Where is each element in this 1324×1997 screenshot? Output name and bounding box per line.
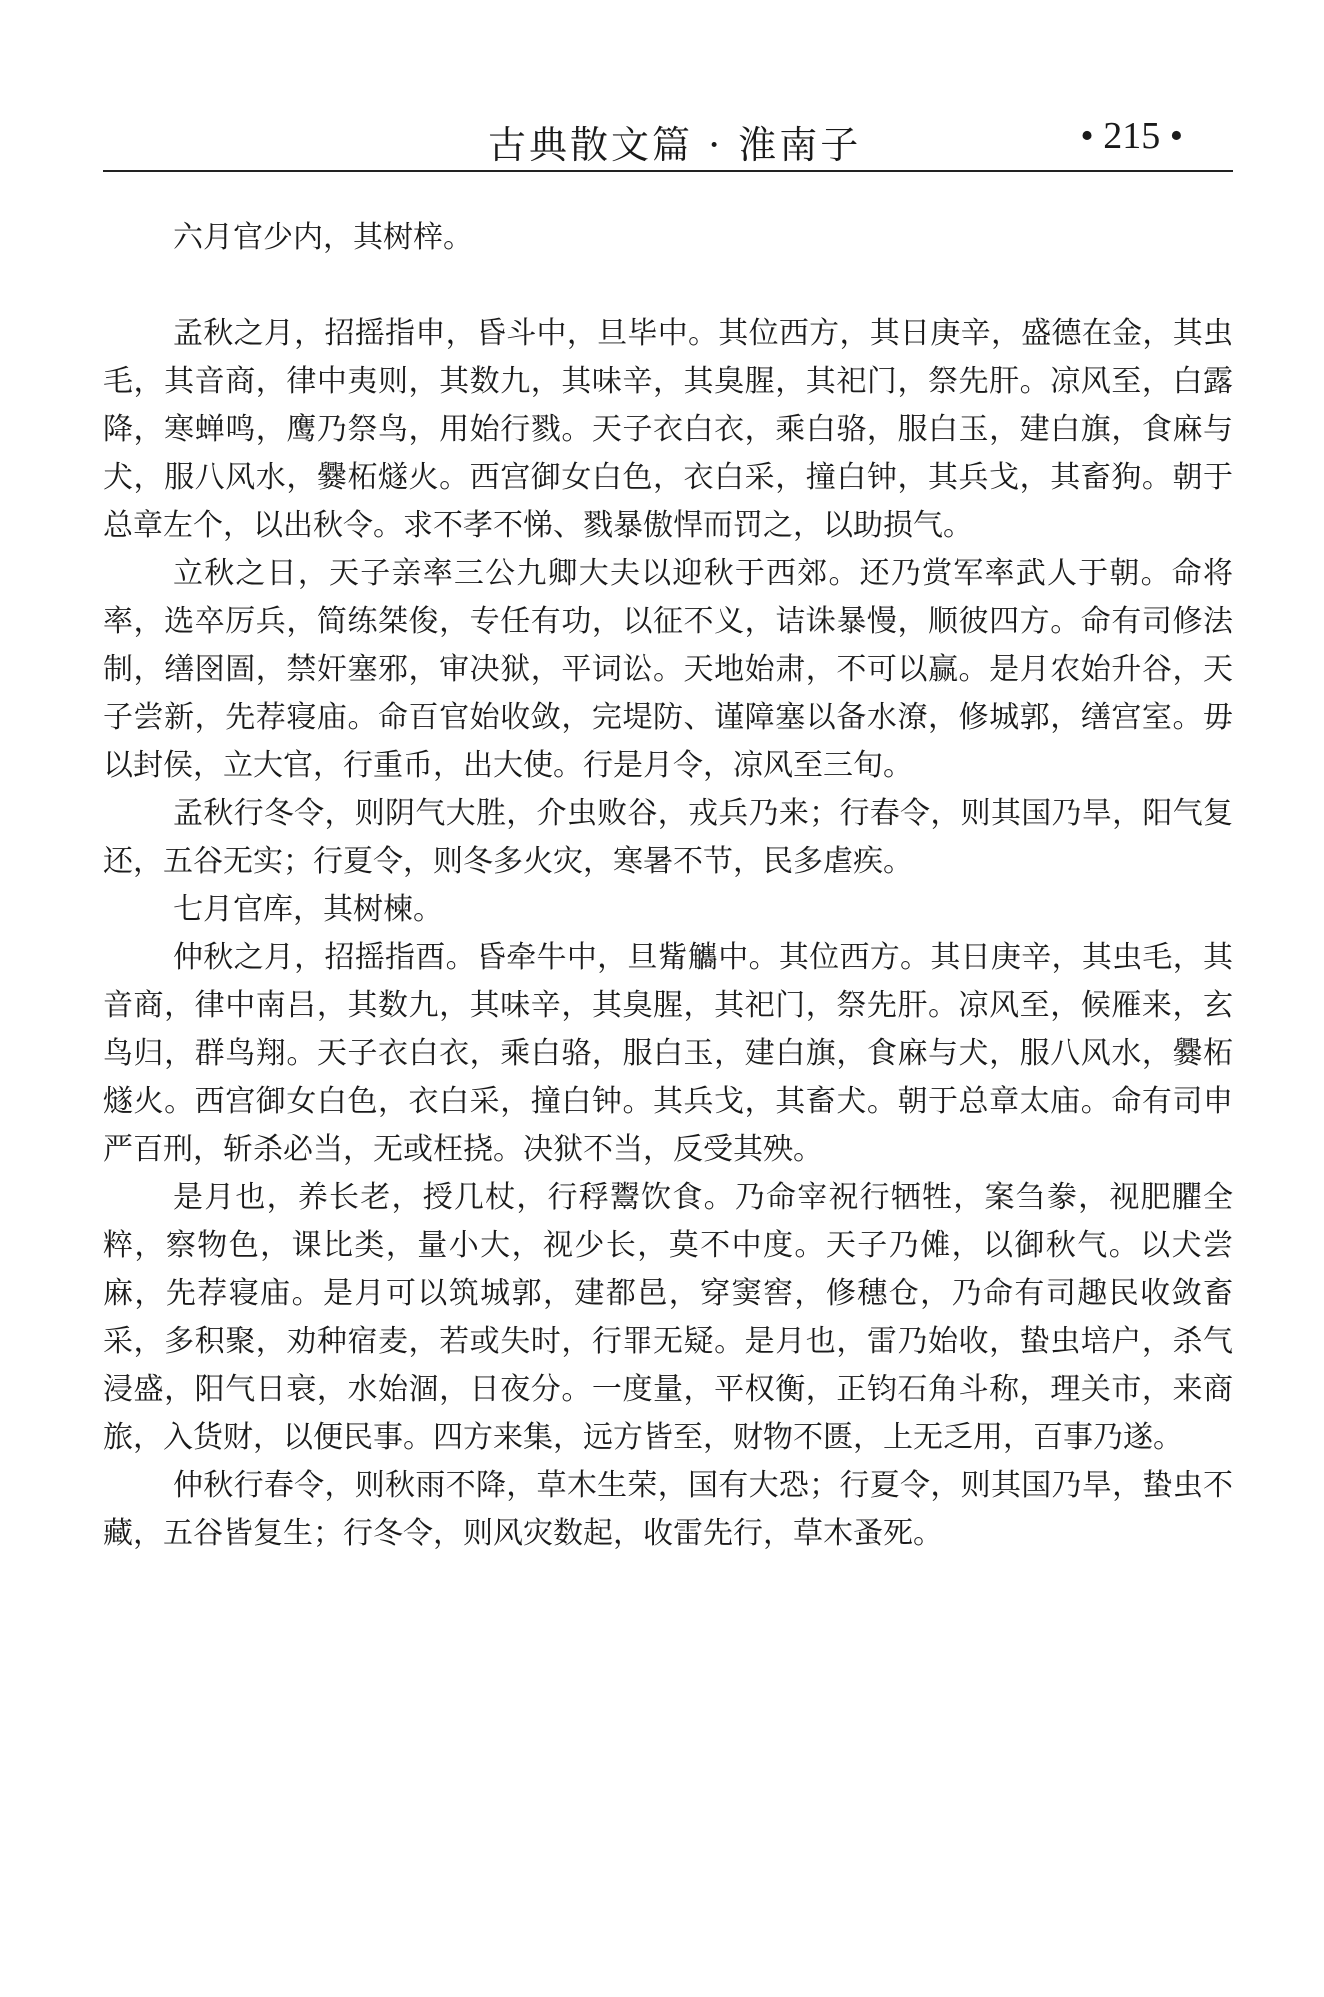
paragraph: 是月也，养长老，授几杖，行稃鬻饮食。乃命宰祝行牺牲，案刍豢，视肥臞全粹，察物色，课比类，量小大，视少长，莫不中度。天子乃傩，以御秋气。以犬尝麻，先荐寝庙。是月可以筑城郭，建都邑，穿窦窖，修穗仓，乃命有司趣民收敛畜采，多积聚，劝种宿麦，若或失时，行罪无疑。是月也，雷乃始收，蛰虫培户，杀气浸盛，阳气日衰，水始涸，日夜分。一度量，平权衡，正钧石角斗称，理关市，来商旅，入货财，以便民事。四方来集，远方皆至，财物不匮，上无乏用，百事乃遂。 xyxy=(103,1180,1233,1455)
body-text xyxy=(103,214,1233,1558)
paragraph: 孟秋行冬令，则阴气大胜，介虫败谷，戎兵乃来；行春令，则其国乃旱，阳气复还，五谷无实；行夏令，则冬多火灾，寒暑不节，民多虐疾。 xyxy=(103,796,1233,879)
paragraph: 六月官少内，其树梓。 xyxy=(173,220,473,255)
paragraph: 仲秋行春令，则秋雨不降，草木生荣，国有大恐；行夏令，则其国乃旱，蛰虫不藏，五谷皆复生；行冬令，则风灾数起，收雷先行，草木蚤死。 xyxy=(103,1468,1233,1551)
running-header xyxy=(103,108,1233,168)
header-rule xyxy=(103,170,1233,172)
paragraph: 孟秋之月，招摇指申，昏斗中，旦毕中。其位西方，其日庚辛，盛德在金，其虫毛，其音商，律中夷则，其数九，其味辛，其臭腥，其祀门，祭先肝。凉风至，白露降，寒蝉鸣，鹰乃祭鸟，用始行戮。天子衣白衣，乘白骆，服白玉，建白旗，食麻与犬，服八风水，爨柘燧火。西宫御女白色，衣白采，撞白钟，其兵戈，其畜狗。朝于总章左个，以出秋令。求不孝不悌、戮暴傲悍而罚之，以助损气。 xyxy=(103,316,1233,543)
paragraph: 七月官库，其树楝。 xyxy=(173,892,443,927)
running-header-title: 古典散文篇 · 淮南子 xyxy=(488,123,862,167)
page-number: • 215 • xyxy=(1080,115,1183,157)
paragraph: 立秋之日，天子亲率三公九卿大夫以迎秋于西郊。还乃赏军率武人于朝。命将率，选卒厉兵，简练桀俊，专任有功，以征不义，诘诛暴慢，顺彼四方。命有司修法制，缮囹圄，禁奸塞邪，审决狱，平词讼。天地始肃，不可以赢。是月农始升谷，天子尝新，先荐寝庙。命百官始收敛，完堤防、谨障塞以备水潦，修城郭，缮宫室。毋以封侯，立大官，行重币，出大使。行是月令，凉风至三旬。 xyxy=(103,556,1233,783)
paragraph: 仲秋之月，招摇指酉。昏牵牛中，旦觜觿中。其位西方。其日庚辛，其虫毛，其音商，律中南吕，其数九，其味辛，其臭腥，其祀门，祭先肝。凉风至，候雁来，玄鸟归，群鸟翔。天子衣白衣，乘白骆，服白玉，建白旗，食麻与犬，服八风水，爨柘燧火。西宫御女白色，衣白采，撞白钟。其兵戈，其畜犬。朝于总章太庙。命有司申严百刑，斩杀必当，无或枉挠。决狱不当，反受其殃。 xyxy=(103,940,1233,1167)
